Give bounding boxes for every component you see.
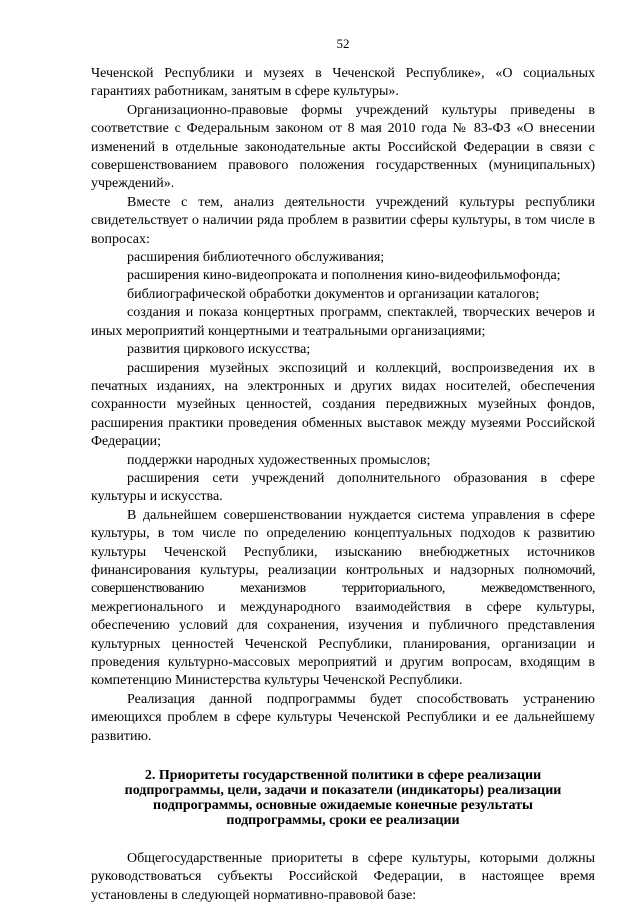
list-item: развития циркового искусства; [127, 342, 311, 358]
list-item: расширения библиотечного обслуживания; [127, 250, 385, 266]
list-item: расширения музейных экспозиций и коллекций, воспроизведения их в печатных изданиях, на электронных и других видах носителей, обеспечения сохранности музейных ценностей, создания передвижных музейных фондов, расширения практики проведения обменных выставок между музеями Российской Федерации; [91, 360, 595, 450]
paragraph-management-part-2: полномочий, совершенствованию механизмов территориального, межведомственного, [91, 562, 595, 597]
paragraph-management-part-3: межрегионального и международного взаимодействия в сфере культуры, обеспечению условий для сохранения, изучения и публичного представления культурных ценностей Чеченской Республики, планирования, организации и проведения культурно-массовых мероприятий и другим вопросам, входящим в компетенцию Министерства культуры Чеченской Республики. [91, 599, 595, 689]
list-item: создания и показа концертных программ, спектаклей, творческих вечеров и иных мероприятий концертными и театральными организациями; [91, 305, 595, 339]
paragraph-laws-continued: Чеченской Республики и музеях в Чеченской Республике», «О социальных гарантиях работникам, занятым в сфере культуры». [91, 66, 595, 100]
list-item: расширения кино-видеопроката и пополнения кино-видеофильмофонда; [127, 268, 561, 284]
section-heading-line: подпрограммы, сроки ее реализации [226, 813, 460, 829]
document-page [91, 36, 595, 905]
list-item: библиографической обработки документов и организации каталогов; [127, 286, 540, 302]
list-item: поддержки народных художественных промыслов; [127, 452, 431, 468]
paragraph-problems-intro: Вместе с тем, анализ деятельности учреждений культуры республики свидетельствует о наличии ряда проблем в развитии сферы культуры, в том числе в вопросах: [91, 194, 595, 247]
section-heading [91, 768, 595, 828]
section-heading-line: 2. Приоритеты государственной политики в сфере реализации [144, 768, 542, 784]
paragraph-management-system [91, 507, 595, 691]
paragraph-priorities: Общегосударственные приоритеты в сфере культуры, которыми должны руководствоваться субъекты Российской Федерации, в настоящее время установлены в следующей нормативно-правовой базе: [91, 851, 595, 903]
paragraph-management-part-1: В дальнейшем совершенствовании нуждается система управления в сфере культуры, в том числе по определению концептуальных подходов к развитию культуры Чеченской Республики, изысканию внебюджетных источников финансирования культуры, реализации контрольных и надзорных [91, 507, 595, 578]
paragraph-implementation: Реализация данной подпрограммы будет способствовать устранению имеющихся проблем в сфере культуры Чеченской Республики и ее дальнейшему развитию. [91, 691, 595, 744]
list-item: расширения сети учреждений дополнительного образования в сфере культуры и искусства. [91, 470, 595, 505]
section-heading-line: подпрограммы, основные ожидаемые конечные результаты [153, 798, 533, 814]
section-heading-line: подпрограммы, цели, задачи и показатели (индикаторы) реализации [124, 783, 562, 799]
page-number: 52 [336, 36, 350, 51]
paragraph-legal-forms: Организационно-правовые формы учреждений культуры приведены в соответствие с Федеральным законом от 8 мая 2010 года № 83-ФЗ «О внесении изменений в отдельные законодательные акты Российской Федерации в связи с совершенствованием правового положения государственных (муниципальных) учреждений». [91, 102, 595, 192]
